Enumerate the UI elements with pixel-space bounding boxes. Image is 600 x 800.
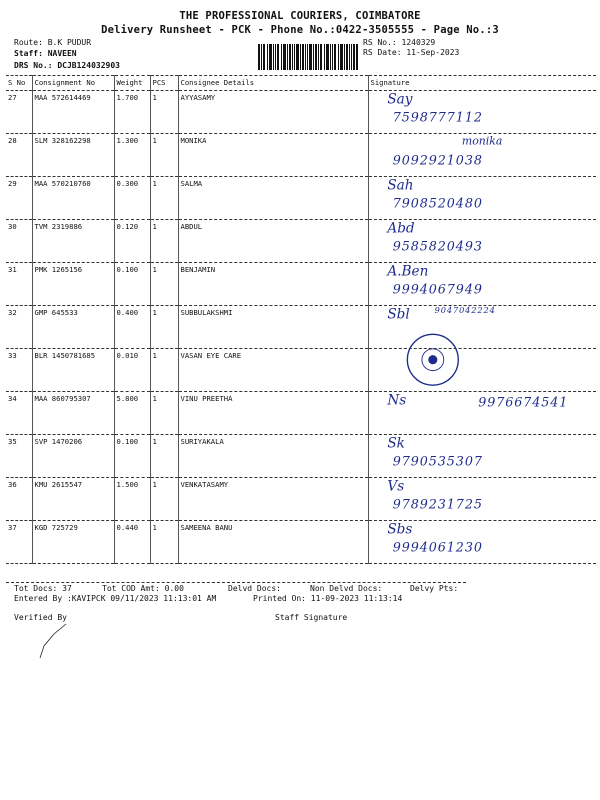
table-row	[6, 435, 596, 478]
handwritten-phone: 9789231725	[392, 496, 483, 512]
row-sno: 30	[8, 222, 17, 231]
row-consignment: PMK 1265156	[32, 263, 114, 306]
runsheet-table	[6, 75, 596, 564]
row-weight: 0.120	[114, 220, 150, 263]
handwritten-phone: 9790535307	[392, 453, 483, 469]
signature-scrawl: Sah	[387, 177, 414, 194]
row-signature-cell	[368, 220, 596, 263]
row-consignee: VENKATASAMY	[178, 478, 368, 521]
rs-number: RS No.: 1240329	[363, 38, 436, 47]
row-weight: 1.700	[114, 91, 150, 134]
table-row	[6, 91, 596, 134]
handwritten-phone: 7598777112	[392, 109, 483, 125]
handwritten-phone: 9994061230	[392, 539, 483, 555]
row-consignee: SAMEENA BANU	[178, 521, 368, 564]
row-consignment: TVM 2319886	[32, 220, 114, 263]
route-label: Route: B.K PUDUR	[14, 38, 92, 47]
table-row	[6, 306, 596, 349]
rs-date: RS Date: 11-Sep-2023	[363, 48, 460, 57]
row-pcs: 1	[150, 134, 178, 177]
handwritten-phone: 9047042224	[434, 305, 496, 316]
table-row	[6, 392, 596, 435]
row-weight: 0.010	[114, 349, 150, 392]
row-consignment: MAA 570210760	[32, 177, 114, 220]
row-consignment: MAA 860795307	[32, 392, 114, 435]
footer-divider	[6, 582, 466, 583]
row-sno: 37	[8, 523, 17, 532]
row-weight: 0.100	[114, 435, 150, 478]
row-signature-cell	[368, 263, 596, 306]
row-sno: 27	[8, 93, 17, 102]
row-consignee: ABDUL	[178, 220, 368, 263]
table-row	[6, 521, 596, 564]
table-row	[6, 478, 596, 521]
row-consignee: VASAN EYE CARE	[178, 349, 368, 392]
table-row	[6, 263, 596, 306]
entered-by: Entered By :KAVIPCK 09/11/2023 11:13:01 AM	[14, 594, 217, 603]
signature-scrawl: Vs	[387, 478, 405, 495]
row-consignment: KGD 725729	[32, 521, 114, 564]
row-weight: 0.300	[114, 177, 150, 220]
col-header-pcs: PCS	[150, 76, 178, 91]
printed-on: Printed On: 11-09-2023 11:13:14	[253, 594, 403, 603]
handwritten-phone: 9994067949	[392, 281, 483, 297]
signature-scrawl: Say	[387, 91, 413, 108]
signature-scrawl: Abd	[387, 220, 415, 237]
total-cod-amount: Tot COD Amt: 0.00	[102, 584, 184, 593]
row-consignment: SVP 1470206	[32, 435, 114, 478]
row-consignee: SALMA	[178, 177, 368, 220]
table-row	[6, 349, 596, 392]
row-sno: 35	[8, 437, 17, 446]
row-sno: 32	[8, 308, 17, 317]
barcode-image	[258, 44, 358, 70]
row-pcs: 1	[150, 521, 178, 564]
row-pcs: 1	[150, 435, 178, 478]
row-signature-cell	[368, 435, 596, 478]
col-header-signature: Signature	[368, 76, 596, 91]
handwritten-phone: 9092921038	[392, 152, 483, 168]
row-weight: 0.100	[114, 263, 150, 306]
delivered-docs: Delvd Docs:	[228, 584, 281, 593]
row-pcs: 1	[150, 91, 178, 134]
signature-scrawl: Sbl	[387, 306, 410, 323]
row-consignment: SLM 328162298	[32, 134, 114, 177]
row-consignee: VINU PREETHA	[178, 392, 368, 435]
row-consignee: AYYASAMY	[178, 91, 368, 134]
staff-label: Staff: NAVEEN	[14, 49, 77, 58]
total-docs: Tot Docs: 37	[14, 584, 72, 593]
row-signature-cell	[368, 177, 596, 220]
row-consignee: BENJAMIN	[178, 263, 368, 306]
row-consignment: BLR 1450781685	[32, 349, 114, 392]
row-signature-cell	[368, 349, 596, 392]
row-consignment: MAA 572614469	[32, 91, 114, 134]
signature-scrawl: Ns	[387, 392, 407, 409]
row-weight: 0.440	[114, 521, 150, 564]
row-pcs: 1	[150, 263, 178, 306]
row-pcs: 1	[150, 220, 178, 263]
row-consignee: SURIYAKALA	[178, 435, 368, 478]
row-sno: 34	[8, 394, 17, 403]
signature-scrawl: Sk	[387, 435, 405, 452]
row-signature-cell	[368, 478, 596, 521]
row-signature-cell	[368, 521, 596, 564]
non-delivered-docs: Non Delvd Docs:	[310, 584, 383, 593]
row-pcs: 1	[150, 392, 178, 435]
handwritten-name: monika	[461, 134, 503, 148]
row-weight: 5.800	[114, 392, 150, 435]
row-consignment: KMU 2615547	[32, 478, 114, 521]
handwritten-phone: 9976674541	[478, 394, 569, 410]
table-row	[6, 177, 596, 220]
col-header-consignment: Consignment No	[32, 76, 114, 91]
row-sno: 29	[8, 179, 17, 188]
drs-number: DRS No.: DCJB124032903	[14, 61, 120, 70]
row-weight: 1.300	[114, 134, 150, 177]
row-signature-cell	[368, 134, 596, 177]
delivery-points: Delvy Pts:	[410, 584, 459, 593]
handwritten-phone: 7908520480	[392, 195, 483, 211]
table-row	[6, 134, 596, 177]
row-sno: 31	[8, 265, 17, 274]
table-row	[6, 220, 596, 263]
document-subtitle: Delivery Runsheet - PCK - Phone No.:0422-3505555 - Page No.:3	[101, 24, 499, 36]
signature-scrawl: A.Ben	[387, 263, 429, 280]
row-signature-cell	[368, 392, 596, 435]
row-pcs: 1	[150, 306, 178, 349]
row-sno: 28	[8, 136, 17, 145]
row-pcs: 1	[150, 478, 178, 521]
row-pcs: 1	[150, 349, 178, 392]
row-consignee: MONIKA	[178, 134, 368, 177]
handwritten-phone: 9585820493	[392, 238, 483, 254]
row-signature-cell	[368, 91, 596, 134]
row-signature-cell	[368, 306, 596, 349]
row-consignee: SUBBULAKSHMI	[178, 306, 368, 349]
row-consignment: GMP 645533	[32, 306, 114, 349]
document-title: THE PROFESSIONAL COURIERS, COIMBATORE	[179, 10, 421, 22]
table-header-row	[6, 76, 596, 91]
signature-scrawl: Sbs	[387, 521, 413, 538]
col-header-sno: S No	[8, 78, 26, 87]
row-sno: 36	[8, 480, 17, 489]
staff-signature-label: Staff Signature	[275, 613, 348, 622]
col-header-weight: Weight	[114, 76, 150, 91]
verified-by-label: Verified By	[14, 613, 67, 622]
verified-by-scribble	[14, 606, 74, 660]
row-weight: 1.500	[114, 478, 150, 521]
col-header-consignee: Consignee Details	[178, 76, 368, 91]
row-weight: 0.400	[114, 306, 150, 349]
row-pcs: 1	[150, 177, 178, 220]
row-sno: 33	[8, 351, 17, 360]
